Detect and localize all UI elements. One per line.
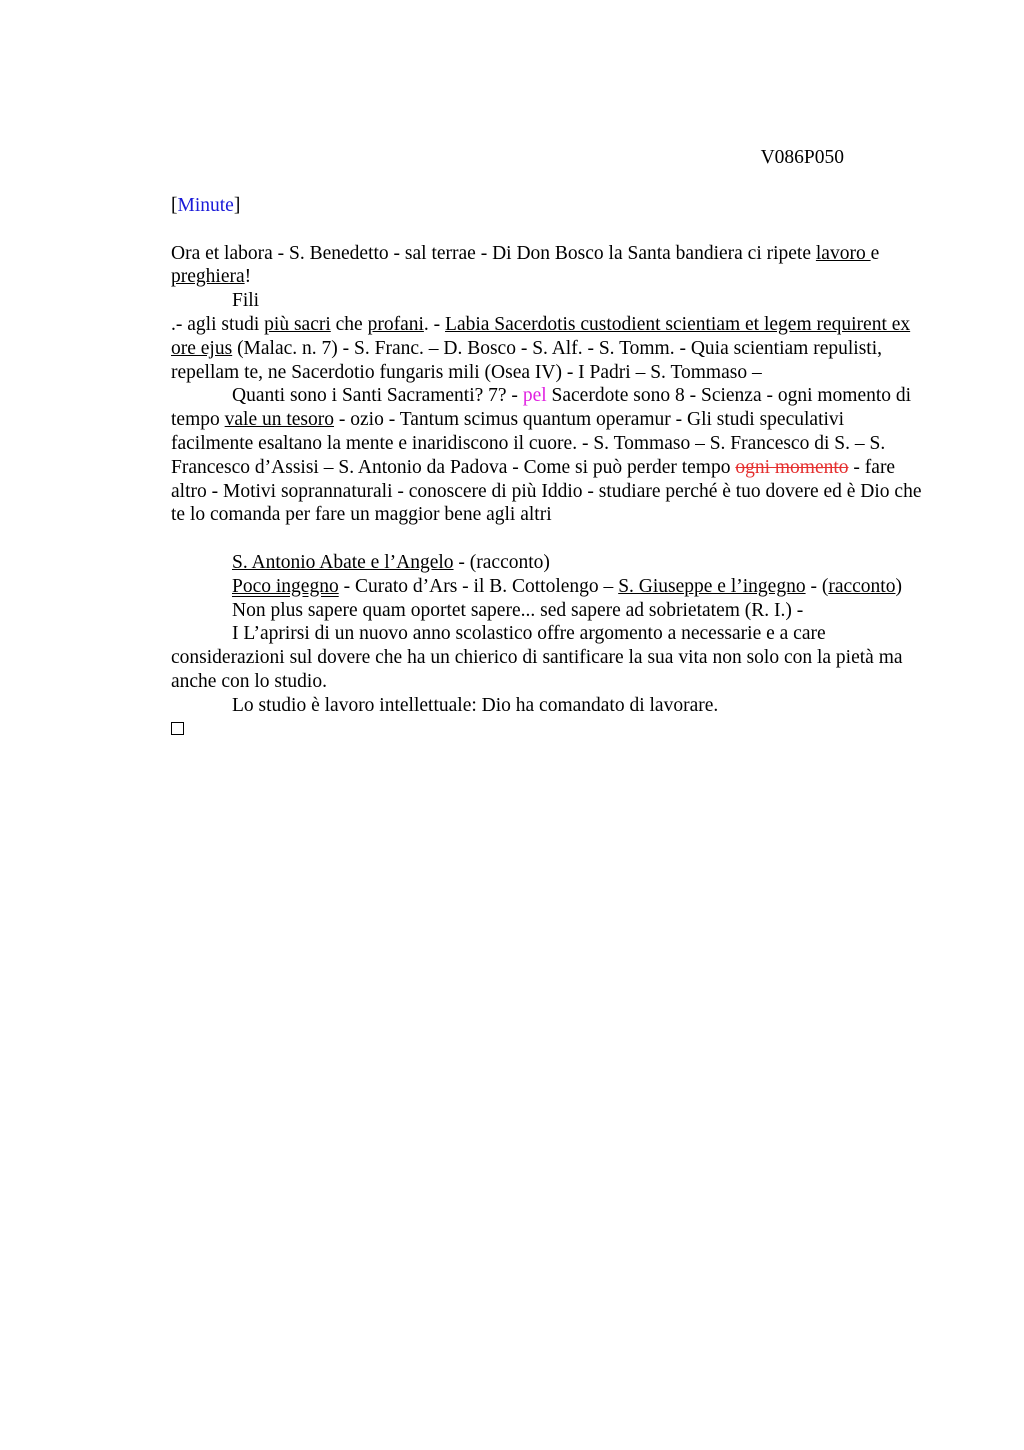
para3-t4: - fare altro - Motivi soprannaturali - conoscere di più Iddio - studiare perché è tuo dovere ed è Dio che te lo comanda per fare un maggior bene agli altri [171, 456, 922, 526]
inserted-pel: pel [522, 385, 547, 407]
paragraph-lo-studio: Lo studio è lavoro intellettuale: Dio ha comandato di lavorare. [232, 694, 719, 716]
underlined-lavoro: lavoro [815, 242, 871, 264]
underlined-preghiera: preghiera [171, 266, 245, 288]
para2-t3: . - [423, 313, 446, 335]
para5-t1: - Curato d’Ars - il B. Cottolengo – [338, 575, 619, 597]
underlined-labia-quote: Labia Sacerdotis custodient scientiam et legem requirent ex ore ejus [171, 313, 911, 359]
double-underlined-poco-ingegno: Poco ingegno [232, 575, 339, 597]
para2-t4: (Malac. n. 7) - S. Franc. – D. Bosco - S. Alf. - S. Tomm. - Quia scientiam repulisti, repellam te, ne Sacerdotio fungaris mili (Osea IV) - I Padri – S. Tommaso – [171, 337, 883, 383]
paragraph-poco-ingegno [171, 575, 931, 599]
para1-end: ! [244, 266, 252, 288]
underlined-vale-un-tesoro: vale un tesoro [224, 409, 335, 431]
paragraph-non-plus-sapere: Non plus sapere quam oportet sapere... sed sapere ad sobrietatem (R. I.) - [232, 599, 804, 621]
minute-label: Minute [177, 195, 234, 216]
para5-t3: ) [895, 575, 902, 597]
underlined-profani: profani [367, 313, 424, 335]
paragraph-sacramenti [171, 384, 931, 527]
blank-line [171, 527, 931, 551]
underlined-giuseppe: S. Giuseppe e l’ingegno [618, 575, 806, 597]
paragraph-anno-scolastico: I L’aprirsi di un nuovo anno scolastico offre argomento a necessarie e a care considerazioni sul dovere che ha un chierico di santificare la sua vita non solo con la pietà ma anche con lo studio. [171, 623, 903, 692]
fili-line: Fili [232, 290, 260, 312]
document-body [171, 194, 931, 741]
para2-t2: che [330, 313, 368, 335]
bracket-open: [ [171, 195, 178, 216]
para5-t2: - ( [805, 575, 829, 597]
minute-header [171, 194, 931, 218]
bracket-close: ] [233, 195, 241, 216]
underlined-antonio-abate: S. Antonio Abate e l’Angelo [232, 551, 454, 573]
underlined-racconto: racconto [828, 575, 896, 597]
para1-mid: e [870, 242, 880, 264]
paragraph-ora-et-labora [171, 242, 931, 290]
para1-text: Ora et labora - S. Benedetto - sal terrae - Di Don Bosco la Santa bandiera ci ripete [171, 242, 816, 264]
deleted-ogni-momento: ogni momento [735, 456, 849, 478]
para3-t3: - ozio - Tantum scimus quantum operamur - Gli studi speculativi facilmente esaltano la mente e inaridiscono il cuore. - S. Tommaso – S. Francesco di S. – S. Francesco d’Assisi – S. Antonio da Padova - Come si può perder tempo [171, 409, 886, 478]
paragraph-studi [171, 313, 931, 384]
para2-t1: .- agli studi [171, 313, 265, 335]
blank-line [171, 218, 931, 242]
paragraph-antonio-abate [171, 551, 931, 575]
end-marker [171, 718, 931, 742]
para4-t1: - (racconto) [453, 551, 550, 573]
page-id: V086P050 [760, 147, 844, 168]
underlined-piu-sacri: più sacri [264, 313, 331, 335]
empty-box-icon [171, 722, 184, 735]
para3-t1: Quanti sono i Santi Sacramenti? 7? - [232, 385, 523, 407]
para3-t2: Sacerdote sono 8 - Scienza - ogni momento di tempo [171, 385, 912, 431]
